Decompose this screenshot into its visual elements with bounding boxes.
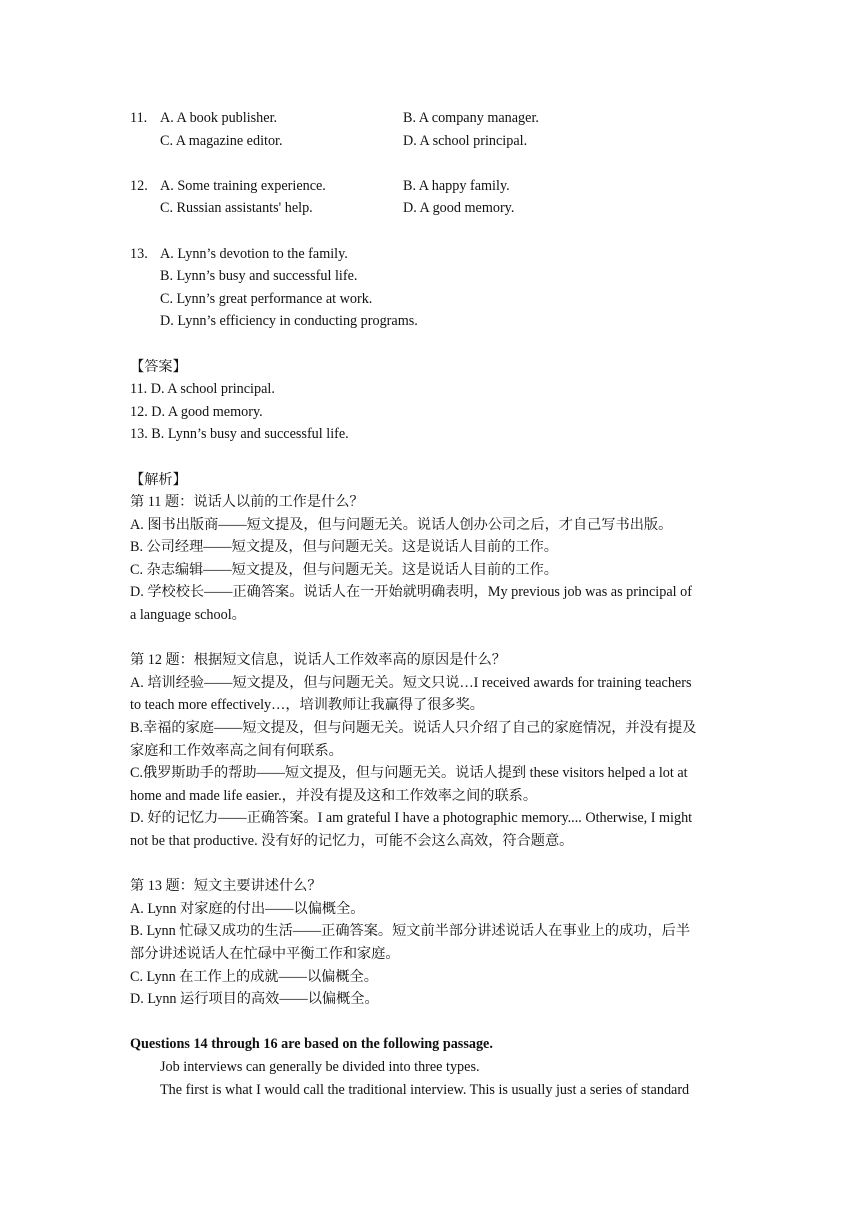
- question-13-option-b: [130, 265, 740, 288]
- option-b: B. A company manager.: [403, 110, 539, 126]
- analysis-line: 部分讲述说话人在忙碌中平衡工作和家庭。: [130, 945, 400, 962]
- question-11-row-1: [130, 107, 740, 130]
- option-c: C. A magazine editor.: [160, 132, 283, 149]
- analysis-heading: 【解析】: [130, 471, 187, 488]
- analysis-line: C.俄罗斯助手的帮助——短文提及，但与问题无关。说话人提到 these visitors helped a lot at: [130, 765, 688, 782]
- analysis-line: not be that productive. 没有好的记忆力，可能不会这么高效，符合题意。: [130, 833, 574, 849]
- question-12-row-1: [130, 175, 740, 198]
- analysis-line: A. 培训经验——短文提及，但与问题无关。短文只说…I received awards for training teachers: [130, 674, 692, 691]
- option-a: A. A book publisher.: [160, 110, 278, 126]
- option-d: D. A school principal.: [403, 132, 528, 149]
- answer-line: 11. D. A school principal.: [130, 381, 275, 398]
- analysis-line: A. 图书出版商——短文提及，但与问题无关。说话人创办公司之后，才自己写书出版。: [130, 516, 673, 533]
- analysis-line: A. Lynn 对家庭的付出——以偏概全。: [130, 900, 365, 917]
- analysis-line: to teach more effectively…，培训教师让我赢得了很多奖。: [130, 697, 484, 714]
- analysis-line: D. 好的记忆力——正确答案。I am grateful I have a photographic memory.... Otherwise, I might: [130, 810, 693, 827]
- answer-heading: 【答案】: [130, 358, 187, 375]
- question-13-option-d: [130, 310, 740, 333]
- analysis-q12-title: 第 12 题：根据短文信息，说话人工作效率高的原因是什么？: [130, 652, 506, 669]
- answer-line: 12. D. A good memory.: [130, 403, 263, 420]
- question-12-row-2: [130, 197, 740, 220]
- option-a: A. Some training experience.: [160, 177, 326, 194]
- analysis-line: C. Lynn 在工作上的成就——以偏概全。: [130, 968, 378, 985]
- analysis-line: B. Lynn 忙碌又成功的生活——正确答案。短文前半部分讲述说话人在事业上的成功，后半: [130, 923, 691, 940]
- question-number: 11.: [130, 110, 148, 126]
- analysis-line: 家庭和工作效率高之间有何联系。: [130, 742, 343, 759]
- analysis-line: home and made life easier.，并没有提及这和工作效率之间的联系。: [130, 787, 538, 804]
- option-d: D. Lynn’s efficiency in conducting programs.: [160, 313, 418, 330]
- question-number: 12.: [130, 177, 148, 194]
- analysis-line: C. 杂志编辑——短文提及，但与问题无关。这是说话人目前的工作。: [130, 561, 558, 578]
- question-number: 13.: [130, 245, 148, 262]
- passage-heading: Questions 14 through 16 are based on the following passage.: [130, 1036, 493, 1053]
- passage-line: Job interviews can generally be divided into three types.: [160, 1058, 480, 1075]
- analysis-line: a language school。: [130, 607, 246, 624]
- analysis-line: B.幸福的家庭——短文提及，但与问题无关。说话人只介绍了自己的家庭情况，并没有提及: [130, 720, 697, 737]
- analysis-line: D. Lynn 运行项目的高效——以偏概全。: [130, 991, 379, 1008]
- option-a: A. Lynn’s devotion to the family.: [160, 245, 348, 262]
- question-13-option-c: [130, 288, 740, 311]
- analysis-q11-title: 第 11 题：说话人以前的工作是什么？: [130, 494, 364, 511]
- option-b: B. Lynn’s busy and successful life.: [160, 268, 358, 285]
- option-b: B. A happy family.: [403, 177, 510, 194]
- option-d: D. A good memory.: [403, 200, 515, 217]
- option-c: C. Lynn’s great performance at work.: [160, 290, 373, 307]
- passage-line: The first is what I would call the traditional interview. This is usually just a series of standard: [160, 1081, 690, 1098]
- document-page: [130, 107, 740, 1101]
- analysis-q13-title: 第 13 题：短文主要讲述什么？: [130, 878, 322, 895]
- question-11-row-2: [130, 130, 740, 153]
- question-13-option-a: [130, 243, 740, 266]
- analysis-line: D. 学校校长——正确答案。说话人在一开始就明确表明，My previous job was as principal of: [130, 584, 692, 601]
- answer-line: 13. B. Lynn’s busy and successful life.: [130, 426, 349, 443]
- analysis-line: B. 公司经理——短文提及，但与问题无关。这是说话人目前的工作。: [130, 539, 558, 556]
- option-c: C. Russian assistants' help.: [160, 200, 313, 217]
